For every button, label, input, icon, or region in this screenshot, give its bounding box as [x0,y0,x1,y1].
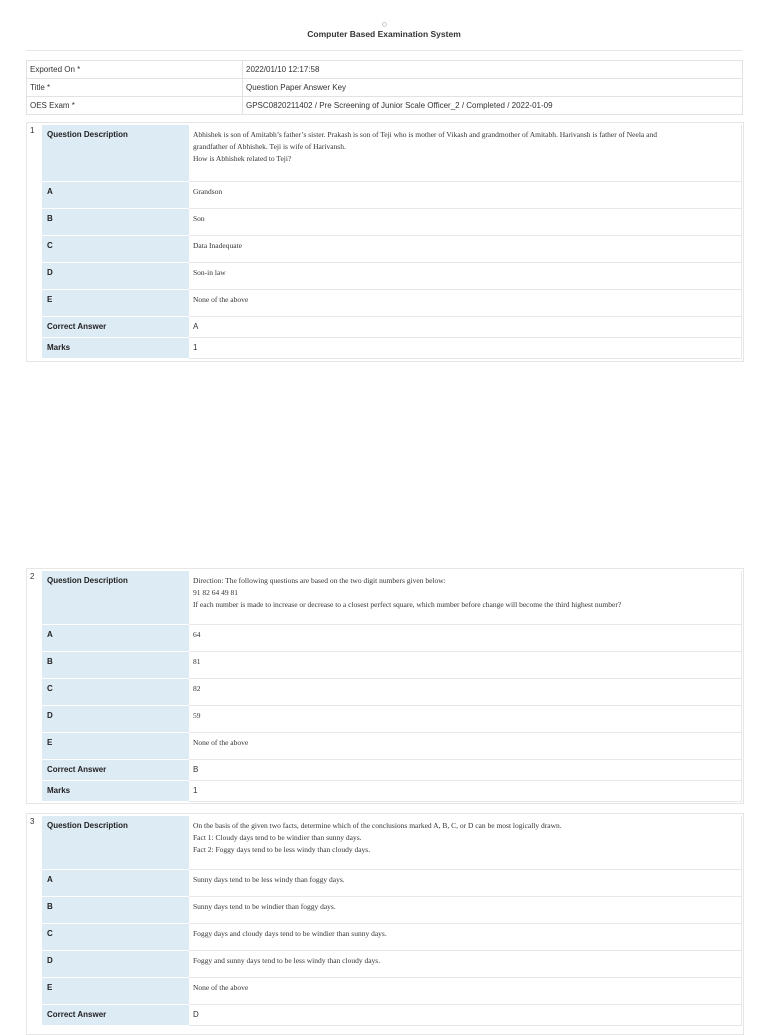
option-text: Son [189,208,742,235]
correct-answer-row [42,759,742,780]
option-text: None of the above [189,977,742,1004]
question-block-1 [26,122,744,362]
option-text: Grandson [189,181,742,208]
option-label: D [42,262,189,289]
option-label: E [42,977,189,1004]
option-label: A [42,624,189,651]
option-row-c [42,678,742,705]
option-label: A [42,869,189,896]
meta-value: 2022/01/10 12:17:58 [243,61,743,79]
meta-row-title [27,79,743,97]
divider [26,50,742,51]
correct-answer-value: D [189,1004,742,1025]
description-row [42,125,742,181]
option-label: C [42,678,189,705]
correct-answer-row [42,316,742,337]
option-text: Sunny days tend to be windier than foggy days. [189,896,742,923]
description-row [42,816,742,869]
option-row-d [42,705,742,732]
option-row-d [42,950,742,977]
option-row-d [42,262,742,289]
description-row [42,571,742,624]
description-label: Question Description [42,816,189,869]
option-text: Foggy days and cloudy days tend to be windier than sunny days. [189,923,742,950]
option-row-a [42,181,742,208]
marks-label: Marks [42,337,189,358]
correct-answer-label: Correct Answer [42,316,189,337]
option-label: D [42,950,189,977]
page-marker-dot [382,22,387,27]
marks-value: 1 [189,780,742,801]
option-label: B [42,896,189,923]
correct-answer-label: Correct Answer [42,759,189,780]
meta-key: OES Exam * [27,97,243,115]
correct-answer-value: A [189,316,742,337]
question-table [42,816,742,1026]
option-label: C [42,235,189,262]
option-label: E [42,732,189,759]
option-text: 81 [189,651,742,678]
page-title: Computer Based Examination System [307,29,461,39]
option-row-e [42,289,742,316]
option-text: Son-in law [189,262,742,289]
question-number: 2 [30,572,35,581]
marks-row [42,780,742,801]
option-text: None of the above [189,732,742,759]
meta-key: Exported On * [27,61,243,79]
marks-value: 1 [189,337,742,358]
correct-answer-row [42,1004,742,1025]
question-description: Direction: The following questions are based on the two digit numbers given below: 91 82 64 49 81 If each number is made to increase or decrease to a closest perfect square, which number before change will become the third highest number? [189,571,742,624]
question-description: On the basis of the given two facts, determine which of the conclusions marked A, B, C, or D can be most logically drawn. Fact 1: Cloudy days tend to be windier than sunny days. Fact 2: Foggy days tend to be less windy than cloudy days. [189,816,742,869]
export-meta-table [26,60,743,115]
question-block-2 [26,568,744,804]
meta-row-exported-on [27,61,743,79]
question-number: 3 [30,817,35,826]
correct-answer-label: Correct Answer [42,1004,189,1025]
option-row-c [42,235,742,262]
question-description: Abhishek is son of Amitabh’s father’s sister. Prakash is son of Teji who is mother of Vikash and grandmother of Amitabh. Harivansh is father of Neela and grandfather of Abhishek. Teji is wife of Harivansh. How is Abhishek related to Teji? [189,125,742,181]
option-label: A [42,181,189,208]
option-text: Foggy and sunny days tend to be less windy than cloudy days. [189,950,742,977]
option-row-c [42,923,742,950]
option-text: 82 [189,678,742,705]
option-row-a [42,624,742,651]
meta-row-oes-exam [27,97,743,115]
option-row-e [42,977,742,1004]
option-label: D [42,705,189,732]
question-table [42,571,742,802]
question-block-3 [26,813,744,1035]
option-label: B [42,208,189,235]
option-text: Data Inadequate [189,235,742,262]
option-row-a [42,869,742,896]
option-row-b [42,651,742,678]
meta-value: Question Paper Answer Key [243,79,743,97]
meta-value: GPSC0820211402 / Pre Screening of Junior Scale Officer_2 / Completed / 2022-01-09 [243,97,743,115]
marks-label: Marks [42,780,189,801]
option-label: B [42,651,189,678]
question-number: 1 [30,126,35,135]
option-text: 59 [189,705,742,732]
option-text: Sunny days tend to be less windy than foggy days. [189,869,742,896]
option-text: 64 [189,624,742,651]
question-table [42,125,742,359]
marks-row [42,337,742,358]
meta-key: Title * [27,79,243,97]
option-row-e [42,732,742,759]
description-label: Question Description [42,571,189,624]
correct-answer-value: B [189,759,742,780]
option-label: E [42,289,189,316]
option-text: None of the above [189,289,742,316]
option-row-b [42,896,742,923]
option-row-b [42,208,742,235]
description-label: Question Description [42,125,189,181]
option-label: C [42,923,189,950]
